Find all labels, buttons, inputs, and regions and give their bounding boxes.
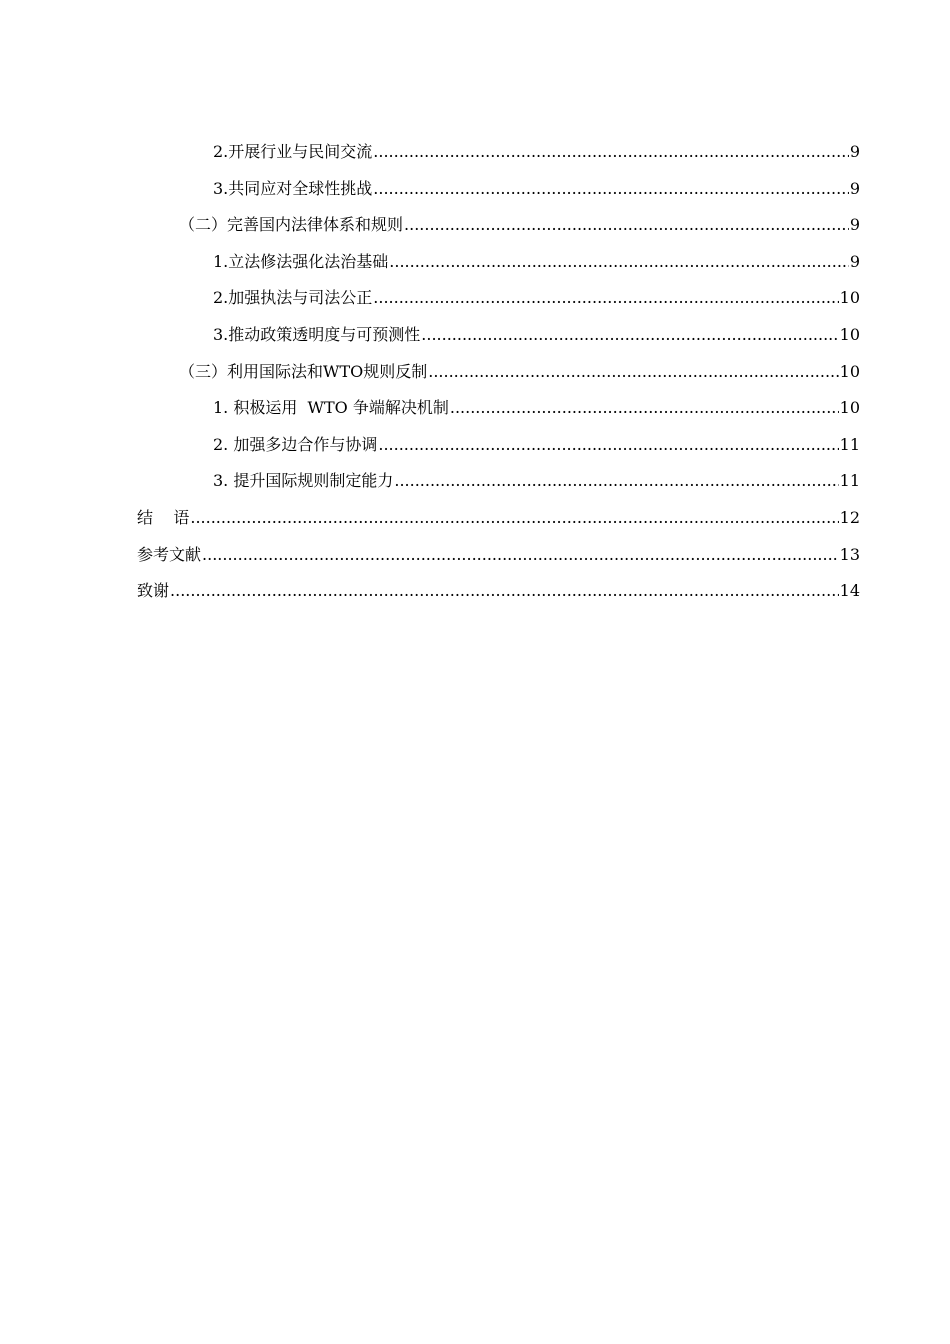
toc-page-number: 9: [849, 251, 860, 271]
toc-entry-title: 致谢: [137, 581, 170, 601]
toc-entry[interactable]: [137, 134, 860, 171]
toc-dot-leader: [450, 390, 839, 427]
toc-dot-leader: [428, 354, 838, 391]
toc-page-number: 9: [849, 142, 860, 161]
toc-page-number: 9: [849, 215, 860, 235]
toc-entry[interactable]: [137, 317, 860, 354]
toc-entry[interactable]: [137, 463, 860, 500]
toc-dot-leader: [373, 280, 838, 317]
toc-dot-leader: [421, 317, 838, 354]
toc-entry[interactable]: [137, 280, 860, 317]
toc-page-number: 10: [839, 398, 860, 418]
toc-entry-title: 2.加强执法与司法公正: [213, 288, 373, 308]
toc-entry-title: 1. 积极运用 WTO 争端解决机制: [213, 398, 449, 418]
toc-page-number: 10: [839, 288, 860, 308]
toc-dot-leader: [170, 573, 839, 610]
toc-page-number: 10: [839, 324, 860, 344]
toc-entry-title: 3.共同应对全球性挑战: [213, 178, 373, 198]
toc-dot-leader: [394, 463, 838, 500]
toc-page-number: 14: [839, 581, 860, 601]
toc-page-number: 12: [839, 507, 860, 527]
toc-entry[interactable]: [137, 171, 860, 208]
toc-entry-title: 结 语: [137, 507, 190, 527]
toc-dot-leader: [202, 537, 839, 574]
toc-page-number: 11: [839, 434, 860, 454]
toc-entry-title: 1.立法修法强化法治基础: [213, 251, 389, 271]
toc-dot-leader: [190, 500, 838, 537]
toc-entry[interactable]: [137, 573, 860, 610]
toc-entry[interactable]: [137, 207, 860, 244]
toc-entry[interactable]: [137, 500, 860, 537]
toc-dot-leader: [404, 207, 849, 244]
toc-entry[interactable]: [137, 427, 860, 464]
toc-entry-title: （二）完善国内法律体系和规则: [179, 215, 404, 235]
toc-page-number: 10: [839, 361, 860, 381]
toc-page-number: 13: [839, 544, 860, 564]
toc-page-number: 11: [839, 471, 860, 491]
toc-entry-title: （三）利用国际法和WTO规则反制: [179, 361, 428, 381]
toc-entry-title: 2.开展行业与民间交流: [213, 142, 373, 161]
toc-entry-title: 3.推动政策透明度与可预测性: [213, 324, 421, 344]
toc-dot-leader: [389, 244, 849, 281]
toc-entry[interactable]: [137, 390, 860, 427]
toc-entry-title: 2. 加强多边合作与协调: [213, 434, 378, 454]
toc-entry-title: 参考文献: [137, 544, 202, 564]
toc-entry-title: 3. 提升国际规则制定能力: [213, 471, 394, 491]
table-of-contents: [137, 134, 860, 610]
toc-entry[interactable]: [137, 537, 860, 574]
toc-dot-leader: [373, 171, 849, 208]
toc-entry[interactable]: [137, 354, 860, 391]
toc-dot-leader: [373, 134, 849, 171]
toc-page-number: 9: [849, 178, 860, 198]
toc-dot-leader: [378, 427, 838, 464]
toc-entry[interactable]: [137, 244, 860, 281]
